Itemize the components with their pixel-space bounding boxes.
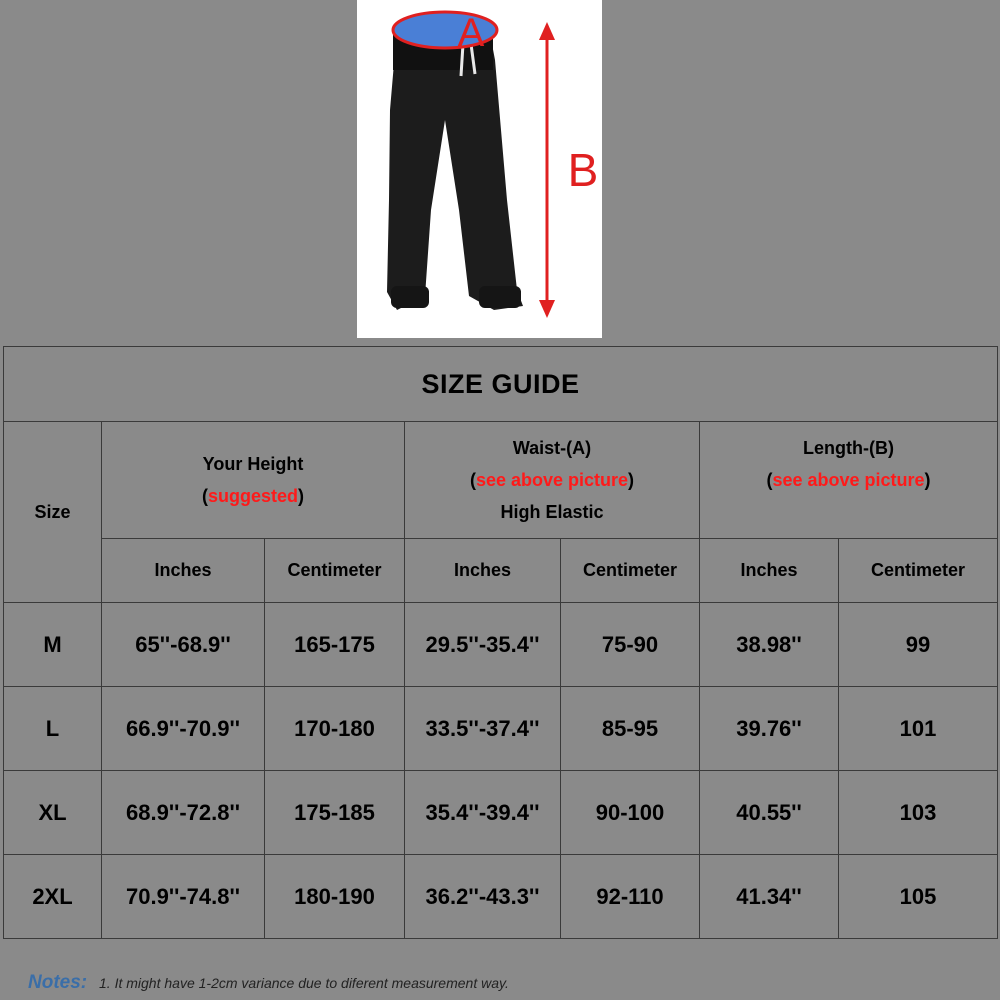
waist-header: [405, 422, 700, 539]
unit-header: Inches: [405, 539, 561, 603]
height-header-title: Your Height: [202, 454, 304, 474]
length-inches-cell: 40.55'': [700, 771, 839, 855]
length-header-title: Length-(B): [803, 438, 894, 458]
waist-inches-cell: 35.4''-39.4'': [405, 771, 561, 855]
paren-open: (: [201, 486, 208, 506]
table-row: [4, 687, 998, 771]
waist-header-title: Waist-(A): [512, 438, 592, 458]
length-cm-cell: 105: [839, 855, 998, 939]
waist-cm-cell: 92-110: [561, 855, 700, 939]
length-header-note: see above picture: [772, 470, 925, 490]
height-inches-cell: 66.9''-70.9'': [102, 687, 265, 771]
length-header: [700, 422, 998, 539]
table-title: SIZE GUIDE: [4, 347, 998, 422]
length-cm-cell: 99: [839, 603, 998, 687]
waist-header-elastic: High Elastic: [500, 502, 604, 522]
unit-header: Inches: [102, 539, 265, 603]
length-inches-cell: 39.76'': [700, 687, 839, 771]
height-inches-cell: 68.9''-72.8'': [102, 771, 265, 855]
paren-close: ): [298, 486, 305, 506]
waist-inches-cell: 33.5''-37.4'': [405, 687, 561, 771]
notes-label: Notes:: [28, 972, 88, 993]
unit-header: Centimeter: [265, 539, 405, 603]
arrow-up-icon: [539, 22, 555, 40]
length-cm-cell: 101: [839, 687, 998, 771]
height-cm-cell: 170-180: [265, 687, 405, 771]
length-header-spacer: [700, 496, 997, 528]
paren-close: ): [628, 470, 635, 490]
size-cell: XL: [4, 771, 102, 855]
waist-header-note: see above picture: [475, 470, 629, 490]
table-row: [4, 771, 998, 855]
waist-inches-cell: 36.2''-43.3'': [405, 855, 561, 939]
length-header-note-line: [700, 464, 997, 496]
notes-text: 1. It might have 1-2cm variance due to diferent measurement way.: [99, 975, 509, 991]
length-inches-cell: 38.98'': [700, 603, 839, 687]
size-guide-table: [3, 346, 998, 939]
length-cm-cell: 103: [839, 771, 998, 855]
cuff-left: [391, 286, 429, 308]
length-inches-cell: 41.34'': [700, 855, 839, 939]
notes: [28, 972, 509, 994]
height-header-note: suggested: [207, 486, 299, 506]
unit-header: Centimeter: [839, 539, 998, 603]
paren-open: (: [766, 470, 773, 490]
cuff-right: [479, 286, 521, 308]
height-cm-cell: 165-175: [265, 603, 405, 687]
label-a: A: [457, 11, 485, 55]
size-cell: 2XL: [4, 855, 102, 939]
waist-header-note-line: [405, 464, 699, 496]
size-cell: L: [4, 687, 102, 771]
unit-header: Centimeter: [561, 539, 700, 603]
waist-cm-cell: 85-95: [561, 687, 700, 771]
waist-cm-cell: 90-100: [561, 771, 700, 855]
label-b: B: [567, 144, 599, 196]
height-inches-cell: 70.9''-74.8'': [102, 855, 265, 939]
product-photo: [357, 0, 602, 338]
height-inches-cell: 65''-68.9'': [102, 603, 265, 687]
size-cell: M: [4, 603, 102, 687]
paren-close: ): [924, 470, 931, 490]
waist-cm-cell: 75-90: [561, 603, 700, 687]
table-row: [4, 855, 998, 939]
height-header-note-line: [102, 480, 404, 512]
waist-inches-cell: 29.5''-35.4'': [405, 603, 561, 687]
unit-header: Inches: [700, 539, 839, 603]
height-cm-cell: 175-185: [265, 771, 405, 855]
paren-open: (: [469, 470, 476, 490]
height-cm-cell: 180-190: [265, 855, 405, 939]
pants-illustration: [357, 0, 602, 338]
pants-shape: [387, 28, 523, 310]
arrow-down-icon: [539, 300, 555, 318]
table-row: [4, 603, 998, 687]
size-header: Size: [4, 422, 102, 603]
height-header: [102, 422, 405, 539]
